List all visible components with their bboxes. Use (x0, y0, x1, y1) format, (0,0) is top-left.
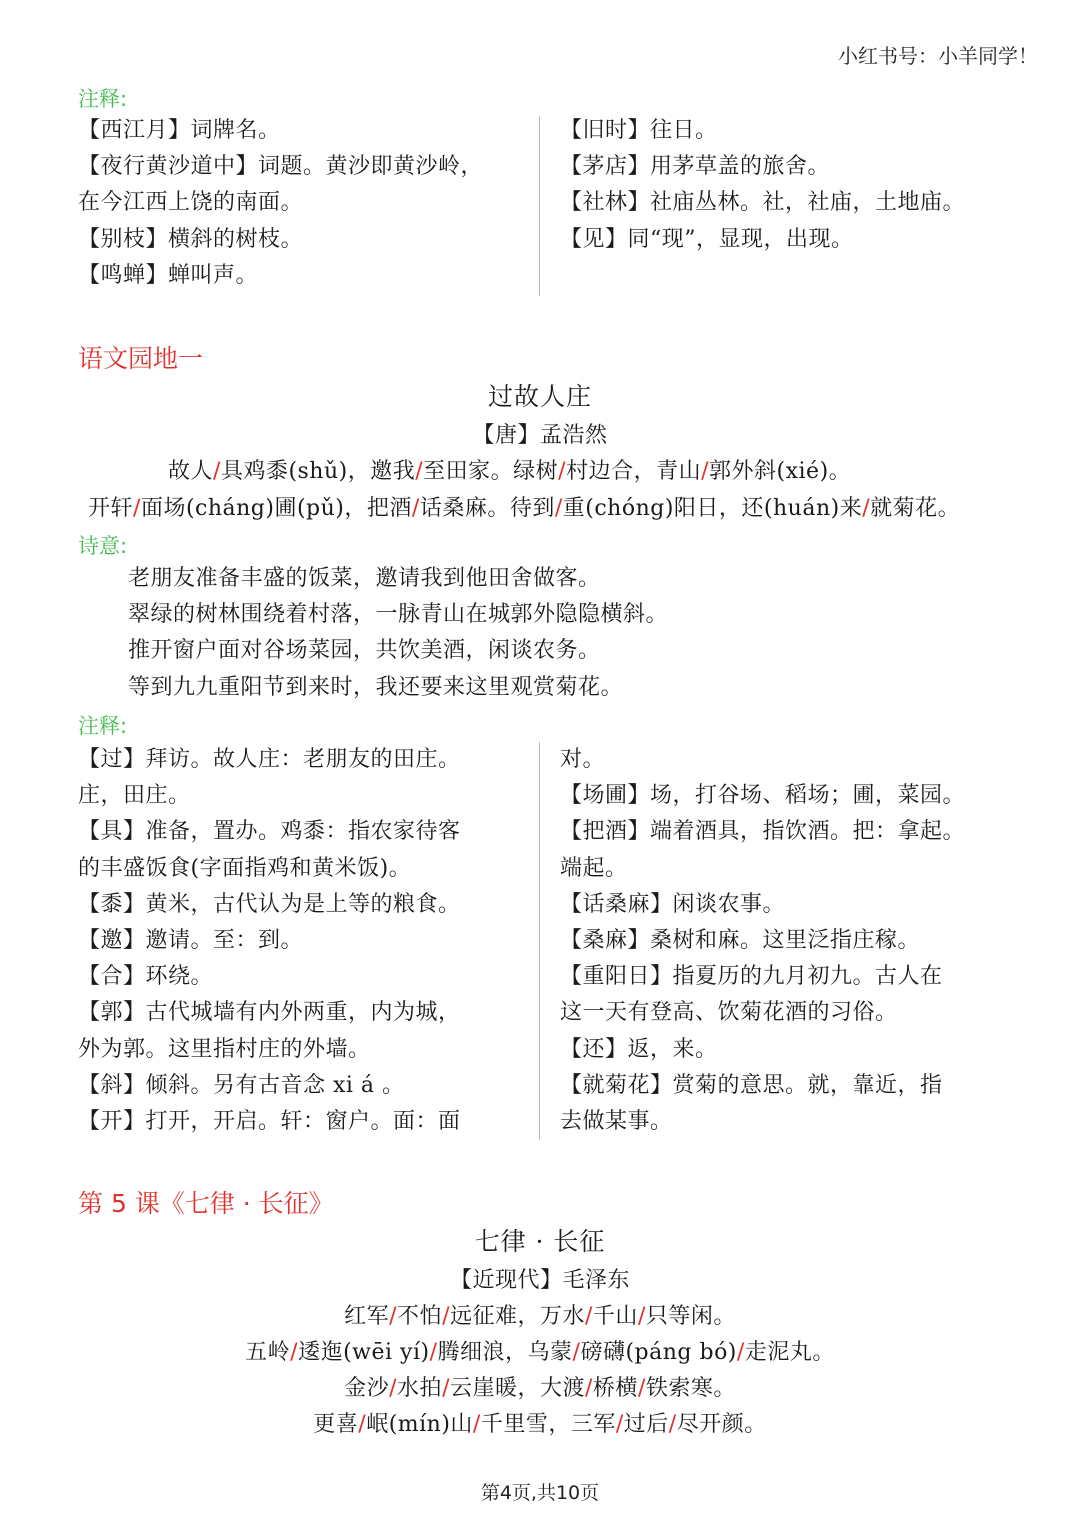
meaning-line: 老朋友准备丰盛的饭菜，邀请我到他田舍做客。 (128, 566, 601, 591)
note-line: 【西江月】词牌名。 (78, 118, 281, 143)
pause-mark: / (572, 1340, 581, 1365)
note-line: 【鸣蝉】蝉叫声。 (78, 262, 259, 288)
note-line: 【别枝】横斜的树枝。 (78, 226, 304, 252)
pause-mark: / (442, 1376, 450, 1401)
note-line: 【郭】古代城墙有内外两重，内为城， (78, 1000, 461, 1026)
note-line: 【话桑麻】闲谈农事。 (560, 891, 786, 917)
poem-title: 七律 · 长征 (474, 1227, 606, 1256)
poem-line (168, 454, 851, 485)
note-line: 【过】拜访。故人庄：老朋友的田庄。 (78, 747, 461, 772)
pause-mark: / (736, 1340, 745, 1365)
note-line: 【具】准备，置办。鸡黍：指农家待客 (78, 819, 461, 845)
poem-line (0, 1299, 1080, 1330)
pause-mark: / (558, 459, 567, 484)
poem-segment: 开轩 (88, 496, 134, 521)
note-line: 【见】同“现”，显现，出现。 (560, 226, 854, 252)
note-line: 【桑麻】桑树和麻。这里泛指庄稼。 (560, 928, 921, 954)
note-line: 【重阳日】指夏历的九月初九。古人在 (560, 964, 943, 990)
note-line: 对。 (560, 747, 606, 772)
pause-mark: / (862, 496, 871, 521)
poem-segment: 云崖暖，大渡 (449, 1376, 585, 1401)
poem-line (0, 1407, 1080, 1438)
pause-mark: / (554, 496, 563, 521)
note-line: 外为郭。这里指村庄的外墙。 (78, 1036, 371, 1062)
pause-mark: / (389, 1376, 398, 1401)
poem-segment: 郭外斜(xié)。 (709, 459, 852, 484)
pause-mark: / (637, 1376, 646, 1401)
poem-title: 过故人庄 (487, 382, 592, 411)
note-line: 去做某事。 (560, 1109, 673, 1135)
poem-segment: 腾细浪，乌蒙 (437, 1340, 573, 1365)
poem-author: 【唐】孟浩然 (472, 423, 608, 448)
meaning-label: 诗意: (78, 534, 128, 558)
notes-left-column (78, 113, 533, 294)
notes-label: 注释: (78, 714, 128, 738)
poem-segment: 话桑麻。待到 (419, 496, 555, 521)
note-line: 【斜】倾斜。另有古音念 xi á 。 (78, 1072, 405, 1098)
note-line: 【黍】黄米，古代认为是上等的粮食。 (78, 891, 461, 917)
watermark: 小红书号：小羊同学！ (838, 44, 1038, 68)
note-line: 【邀】邀请。至：到。 (78, 928, 304, 954)
note-line: 【夜行黄沙道中】词题。黄沙即黄沙岭， (78, 154, 484, 180)
note-line: 【合】环绕。 (78, 964, 214, 990)
note-line: 庄，田庄。 (78, 783, 191, 809)
poem-segment: 只等闲。 (645, 1304, 736, 1329)
meaning-line: 推开窗户面对谷场菜园，共饮美酒，闲谈农务。 (128, 638, 601, 664)
page-footer: 第4页,共10页 (480, 1482, 600, 1504)
meaning-block (128, 561, 668, 706)
poem-segment: 远征难，万水 (449, 1304, 585, 1329)
note-line: 【开】打开，开启。轩：窗户。面：面 (78, 1109, 461, 1135)
pause-mark: / (389, 1304, 398, 1329)
notes-right-column (560, 113, 1030, 258)
notes-left-column (78, 742, 533, 1140)
pause-mark: / (585, 1376, 593, 1401)
poem-line (0, 1371, 1080, 1402)
poem-line (88, 491, 960, 522)
note-line: 【还】返，来。 (560, 1036, 718, 1062)
meaning-line: 翠绿的树林围绕着村落，一脉青山在城郭外隐隐横斜。 (128, 602, 669, 628)
poem-line (0, 1335, 1080, 1366)
pause-mark: / (585, 1304, 593, 1329)
poem-segment: 千里雪，三军 (480, 1412, 616, 1437)
poem-segment: 岷(mín)山 (366, 1412, 473, 1437)
pause-mark: / (637, 1304, 646, 1329)
poem-segment: 面场(cháng)圃(pǔ)，把酒 (140, 496, 412, 521)
note-line: 【场圃】场，打谷场、稻场；圃，菜园。 (560, 783, 966, 809)
poem-segment: 走泥丸。 (744, 1340, 835, 1365)
pause-mark: / (701, 459, 710, 484)
meaning-line: 等到九九重阳节到来时，我还要来这里观赏菊花。 (128, 674, 624, 700)
note-line: 【把酒】端着酒具，指饮酒。把：拿起。 (560, 819, 966, 845)
poem-segment: 千山 (592, 1304, 638, 1329)
note-line: 【茅店】用茅草盖的旅舍。 (560, 154, 831, 180)
poem-segment: 水拍 (397, 1376, 443, 1401)
poem-segment: 尽开颜。 (676, 1412, 767, 1437)
column-divider (539, 116, 540, 296)
note-line: 端起。 (560, 855, 628, 881)
poem-segment: 桥横 (592, 1376, 638, 1401)
poem-segment: 红军 (344, 1304, 390, 1329)
pause-mark: / (133, 496, 141, 521)
note-line: 【社林】社庙丛林。社，社庙，土地庙。 (560, 190, 966, 216)
notes-right-column (560, 742, 1030, 1140)
section-heading: 第 5 课《七律 · 长征》 (78, 1189, 334, 1218)
section-heading: 语文园地一 (78, 344, 204, 373)
pause-mark: / (213, 459, 221, 484)
poem-segment: 过后 (623, 1412, 669, 1437)
note-line: 的丰盛饭食(字面指鸡和黄米饭)。 (78, 855, 412, 881)
poem-author: 【近现代】毛泽东 (449, 1268, 630, 1293)
pause-mark: / (411, 496, 420, 521)
notes-label: 注释: (78, 87, 128, 111)
poem-segment: 至田家。绿树 (423, 459, 559, 484)
poem-segment: 具鸡黍(shǔ)，邀我 (220, 459, 416, 484)
pause-mark: / (668, 1412, 677, 1437)
pause-mark: / (472, 1412, 481, 1437)
poem-segment: 逶迤(wēi yí) (298, 1340, 430, 1365)
pause-mark: / (442, 1304, 450, 1329)
pause-mark: / (415, 459, 424, 484)
note-line: 在今江西上饶的南面。 (78, 190, 304, 216)
pause-mark: / (615, 1412, 624, 1437)
poem-segment: 故人 (168, 459, 214, 484)
poem-segment: 铁索寒。 (645, 1376, 736, 1401)
poem-segment: 就菊花。 (870, 496, 961, 521)
note-line: 【就菊花】赏菊的意思。就，靠近，指 (560, 1072, 943, 1098)
note-line: 这一天有登高、饮菊花酒的习俗。 (560, 1000, 898, 1026)
poem-segment: 村边合，青山 (566, 459, 702, 484)
poem-segment: 不怕 (397, 1304, 443, 1329)
poem-segment: 重(chóng)阳日，还(huán)来 (562, 496, 863, 521)
pause-mark: / (358, 1412, 367, 1437)
poem-segment: 更喜 (313, 1412, 359, 1437)
note-line: 【旧时】往日。 (560, 118, 718, 143)
column-divider (539, 742, 540, 1140)
pause-mark: / (290, 1340, 299, 1365)
pause-mark: / (429, 1340, 438, 1365)
poem-segment: 磅礴(páng bó) (580, 1340, 737, 1365)
poem-segment: 金沙 (344, 1376, 390, 1401)
poem-segment: 五岭 (245, 1340, 291, 1365)
